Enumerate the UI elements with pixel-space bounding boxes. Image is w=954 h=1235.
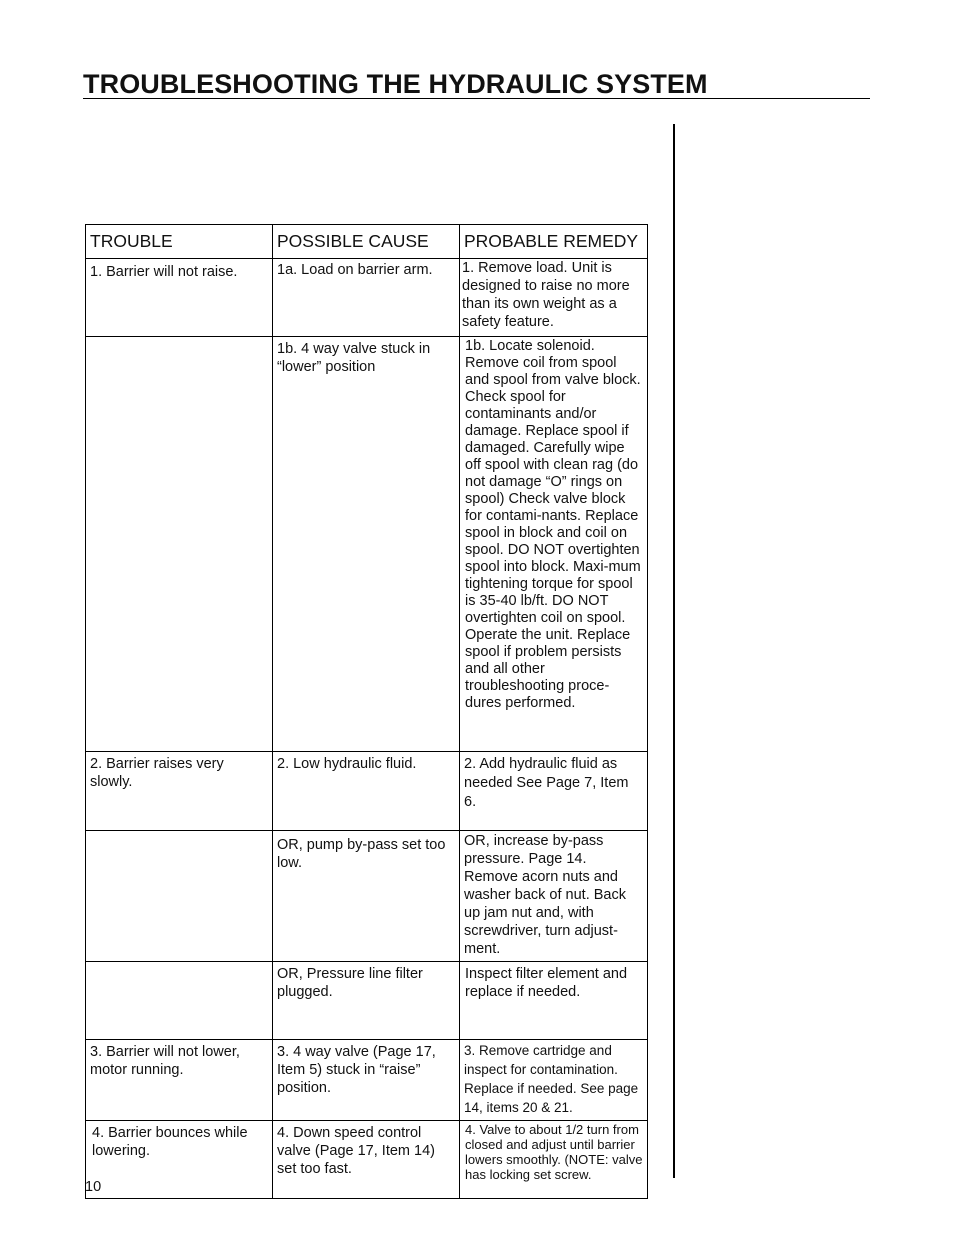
- table-row: [86, 1040, 648, 1121]
- header-trouble: TROUBLE: [86, 225, 273, 259]
- trouble-cell: 3. Barrier will not lower, motor running.: [86, 1040, 273, 1121]
- trouble-cell: 1. Barrier will not raise.: [86, 259, 273, 337]
- trouble-cell: [86, 962, 273, 1040]
- cause-cell: 1a. Load on barrier arm.: [273, 259, 460, 337]
- cause-cell: 1b. 4 way valve stuck in “lower” position: [273, 337, 460, 752]
- vertical-margin-rule: [673, 124, 675, 1178]
- cause-cell: 2. Low hydraulic fluid.: [273, 752, 460, 831]
- cause-cell: OR, Pressure line filter plugged.: [273, 962, 460, 1040]
- remedy-cell: 1. Remove load. Unit is designed to raise no more than its own weight as a safety feature.: [460, 259, 648, 337]
- remedy-cell: 1b. Locate solenoid. Remove coil from spool and spool from valve block. Check spool for contaminants and/or damage. Replace spool if damaged. Carefully wipe off spool with clean rag (do not damage “O” rings on spool) Check valve block for contami-nants. Replace spool in block and coil on spool. DO NOT overtighten spool into block. Maxi-mum tightening torque for spool is 35-40 lb/ft. DO NOT overtighten coil on spool. Operate the unit. Replace spool if problem persists and all other troubleshooting proce-dures performed.: [460, 337, 648, 752]
- trouble-cell: 4. Barrier bounces while lowering.: [86, 1121, 273, 1199]
- remedy-cell: OR, increase by-pass pressure. Page 14. Remove acorn nuts and washer back of nut. Back up jam nut and, with screwdriver, turn adjust-ment.: [460, 831, 648, 962]
- remedy-cell: 3. Remove cartridge and inspect for contamination. Replace if needed. See page 14, items 20 & 21.: [460, 1040, 648, 1121]
- title-underline: [83, 98, 870, 99]
- remedy-cell: Inspect filter element and replace if needed.: [460, 962, 648, 1040]
- table-row: [86, 831, 648, 962]
- header-probable-remedy: PROBABLE REMEDY: [460, 225, 648, 259]
- table-row: [86, 752, 648, 831]
- header-possible-cause: POSSIBLE CAUSE: [273, 225, 460, 259]
- troubleshooting-table: [85, 224, 648, 1199]
- remedy-cell: 4. Valve to about 1/2 turn from closed and adjust until barrier lowers smoothly. (NOTE: valve has locking set screw.: [460, 1121, 648, 1199]
- table-row: [86, 259, 648, 337]
- cause-cell: OR, pump by-pass set too low.: [273, 831, 460, 962]
- table-header-row: [86, 225, 648, 259]
- page-number: 10: [85, 1179, 102, 1195]
- table-row: [86, 962, 648, 1040]
- page-title: TROUBLESHOOTING THE HYDRAULIC SYSTEM: [83, 69, 708, 99]
- table-row: [86, 1121, 648, 1199]
- table-row: [86, 337, 648, 752]
- trouble-cell: [86, 337, 273, 752]
- cause-cell: 4. Down speed control valve (Page 17, Item 14) set too fast.: [273, 1121, 460, 1199]
- cause-cell: 3. 4 way valve (Page 17, Item 5) stuck in “raise” position.: [273, 1040, 460, 1121]
- remedy-cell: 2. Add hydraulic fluid as needed See Page 7, Item 6.: [460, 752, 648, 831]
- trouble-cell: [86, 831, 273, 962]
- trouble-cell: 2. Barrier raises very slowly.: [86, 752, 273, 831]
